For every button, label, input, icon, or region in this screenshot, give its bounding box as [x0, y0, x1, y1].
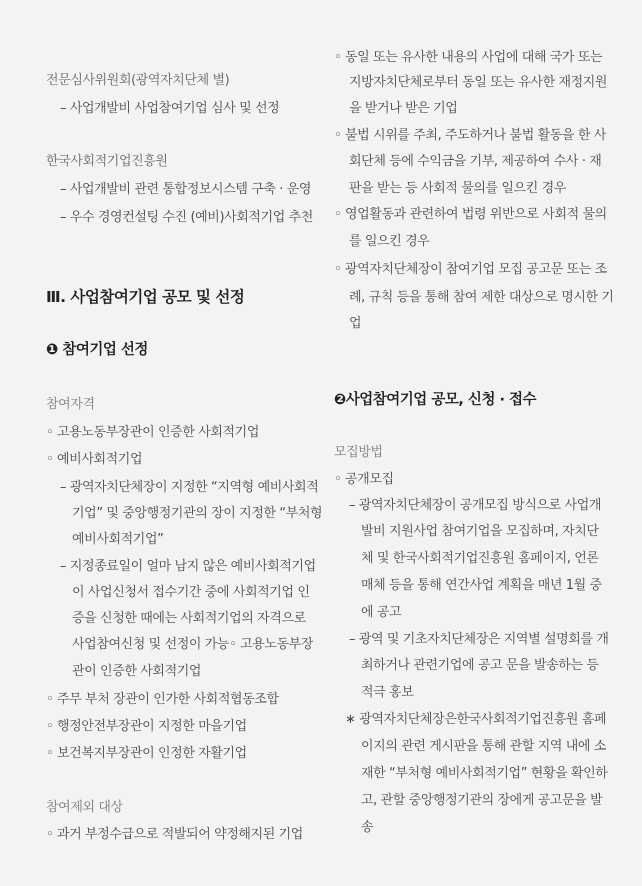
eligibility-line: ◦ 행정안전부장관이 지정한 마을기업 — [46, 719, 247, 734]
method-line: 체 및 한국사회적기업진흥원 홈페이지, 언론 — [361, 551, 599, 566]
method-line: 고, 관할 중앙행정기관의 장에게 공고문을 발 — [361, 793, 603, 808]
eligibility-line: ◦ 보건복지부장관이 인정한 자활기업 — [46, 746, 247, 761]
eligibility-line: ◦ 예비사회적기업 — [46, 452, 143, 467]
exclusion-line: 를 일으킨 경우 — [349, 234, 430, 249]
eligibility-line: – 지정종료일이 얼마 남지 않은 예비사회적기업 — [60, 559, 316, 574]
exclusion-line: 을 받거나 받은 기업 — [349, 101, 458, 116]
method-line: 최하거나 관련기업에 공고 문을 발송하는 등 — [361, 658, 599, 673]
eligibility-line: 기업” 및 중앙행정기관의 장이 지정한 “부처형 — [72, 506, 323, 521]
method-line: 적극 홍보 — [361, 685, 414, 700]
exclusion-line: 회단체 등에 수익금을 기부, 제공하여 수사 · 재 — [349, 154, 602, 169]
section-heading: Ⅲ. 사업참여기업 공모 및 선정 — [46, 288, 245, 306]
eligibility-line: – 광역자치단체장이 지정한 “지역형 예비사회적 — [60, 480, 319, 495]
agency-item: – 우수 경영컨설팅 수진 (예비)사회적기업 추천 — [60, 210, 313, 225]
eligibility-line: 사업참여신청 및 선정이 가능◦ 고용노동부장 — [72, 637, 314, 652]
committee-title: 전문심사위원회(광역자치단체 별) — [46, 73, 230, 88]
method-line: 이지의 관련 게시판을 통해 관할 지역 내에 소 — [361, 739, 606, 754]
method-line: – 광역 및 기초자치단체장은 지역별 설명회를 개 — [349, 632, 609, 647]
eligibility-line: 증을 신청한 때에는 사회적기업의 자격으로 — [72, 611, 306, 626]
exclusion-line: 지방자치단체로부터 동일 또는 유사한 재정지원 — [349, 75, 608, 90]
method-line: 에 공고 — [361, 605, 402, 620]
exclusion-line: ◦ 불법 시위를 주최, 주도하거나 불법 활동을 한 사 — [334, 128, 606, 143]
agency-title: 한국사회적기업진흥원 — [46, 154, 168, 169]
eligibility-line: ◦ 고용노동부장관이 인증한 사회적기업 — [46, 425, 259, 440]
exclusion-line: 판을 받는 등 사회적 물의를 일으킨 경우 — [349, 181, 566, 196]
eligibility-line: 이 사업신청서 접수기간 중에 사회적기업 인 — [72, 585, 310, 600]
exclusion-line: 례, 규칙 등을 통해 참여 제한 대상으로 명시한 기 — [349, 290, 614, 305]
exclusion-label: 참여제외 대상 — [46, 800, 123, 815]
exclusion-line: 업 — [349, 316, 362, 331]
agency-item: – 사업개발비 관련 통합정보시스템 구축 · 운영 — [60, 182, 312, 197]
method-line: 발비 지원사업 참여기업을 모집하며, 자치단 — [361, 524, 599, 539]
method-label: 모집방법 — [334, 445, 383, 460]
method-line: 매체 등을 통해 연간사업 계획을 매년 1월 중 — [361, 578, 602, 593]
subsection-heading: ❷사업참여기업 공모, 신청 · 접수 — [334, 392, 537, 408]
eligibility-line: 예비사회적기업” — [72, 532, 164, 547]
method-line: 재한 “부처형 예비사회적기업” 현황을 확인하 — [361, 766, 608, 781]
eligibility-line: 관이 인증한 사회적기업 — [72, 664, 202, 679]
eligibility-line: ◦ 주무 부처 장관이 인가한 사회적협동조합 — [46, 692, 279, 707]
exclusion-line: ◦ 영업활동과 관련하여 법령 위반으로 사회적 물의 — [334, 207, 607, 222]
committee-item: – 사업개발비 사업참여기업 심사 및 선정 — [60, 101, 280, 116]
method-line: 송 — [361, 820, 374, 835]
subsection-heading: ❶ 참여기업 선정 — [46, 342, 148, 358]
exclusion-line: ◦ 광역자치단체장이 참여기업 모집 공고문 또는 조 — [334, 262, 607, 277]
method-line: ∗ 광역자치단체장은한국사회적기업진흥원 홈페 — [345, 712, 607, 727]
exclusion-line: ◦ 동일 또는 유사한 내용의 사업에 대해 국가 또는 — [334, 50, 603, 65]
method-line: ◦ 공개모집 — [334, 472, 394, 487]
eligibility-label: 참여자격 — [46, 397, 95, 412]
method-line: – 광역자치단체장이 공개모집 방식으로 사업개 — [349, 498, 602, 513]
exclusion-line: ◦ 과거 부정수급으로 적발되어 약정해지된 기업 — [46, 827, 303, 842]
